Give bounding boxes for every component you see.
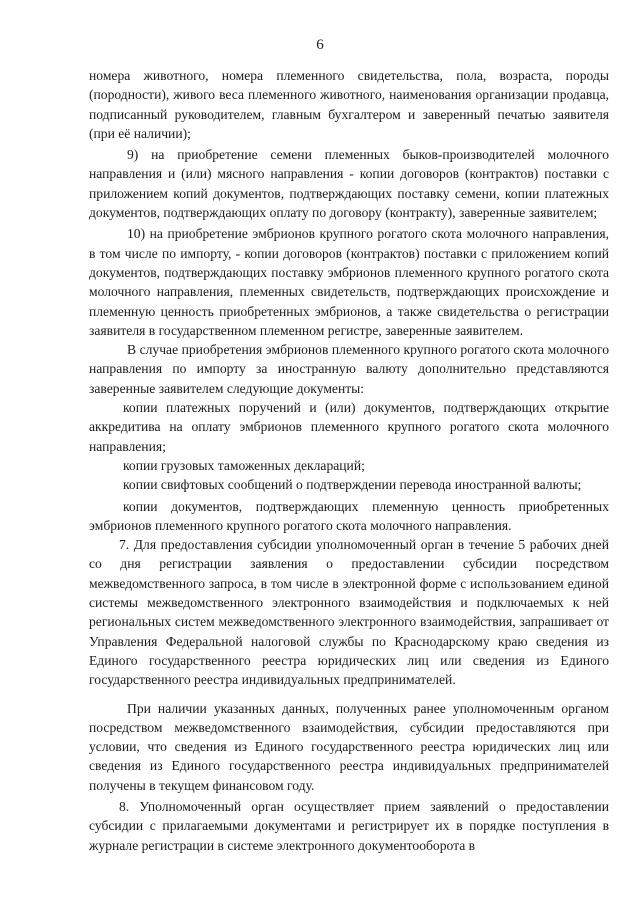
paragraph-section-7: 7. Для предоставления субсидии уполномоченный орган в течение 5 рабочих дней со дня регистрации заявления о предоставлении субсидии посредством межведомственного запроса, в том числе в электронной форме с использованием единой системы межведомственного электронного взаимодействия и подключаемых к ней региональных систем межведомственного электронного взаимодействия, запрашивает от Управления Федеральной налоговой службы по Краснодарскому краю сведения из Единого государственного реестра юридических лиц или сведения из Единого государственного реестра индивидуальных предпринимателей. — [89, 537, 609, 688]
list-item-payment-orders: копии платежных поручений и (или) документов, подтверждающих открытие аккредитива на оплату эмбрионов племенного крупного рогатого скота молочного направления; — [89, 400, 609, 454]
paragraph-item-9: 9) на приобретение семени племенных быков-производителей молочного направления и (или) мясного направления - копии договоров (контрактов) поставки с приложением копий документов, подтверждающих поставку семени, копии платежных документов, подтверждающих оплату по договору (контракту), заверенные заявителем; — [89, 147, 609, 221]
paragraph-available-data: При наличии указанных данных, полученных ранее уполномоченным органом посредством межведомственного взаимодействия, субсидии предоставляются при условии, что сведения из Единого государственного реестра юридических лиц или сведения из Единого государственного реестра индивидуальных предпринимателей получены в текущем финансовом году. — [89, 700, 609, 793]
paragraph-section-8: 8. Уполномоченный орган осуществляет прием заявлений о предоставлении субсидии с прилагаемыми документами и регистрирует их в порядке поступления в журнале регистрации в системе электронного документооборота в — [89, 798, 609, 853]
list-item-swift-messages: копии свифтовых сообщений о подтверждении перевода иностранной валюты; — [123, 477, 582, 493]
paragraph-import-case: В случае приобретения эмбрионов племенного крупного рогатого скота молочного направления по импорту за иностранную валюту дополнительно представляются заверенные заявителем следующие документы: — [89, 342, 609, 396]
paragraph-continuation: номера животного, номера племенного свидетельства, пола, возраста, породы (породности), живого веса племенного животного, наименования организации продавца, подписанный руководителем, главным бухгалтером и заверенный печатью заявителя (при её наличии); — [89, 68, 609, 141]
list-item-customs-declarations: копии грузовых таможенных деклараций; — [123, 457, 365, 473]
page-number: 6 — [316, 37, 324, 53]
paragraph-item-10: 10) на приобретение эмбрионов крупного рогатого скота молочного направления, в том числе по импорту, - копии договоров (контрактов) поставки с приложением копий документов, подтверждающих поставку эмбрионов племенного крупного рогатого скота молочного направления, племенных свидетельств, подтверждающих происхождение и племенную ценность приобретенных эмбрионов, а также свидетельства о регистрации заявителя в государственном племенном регистре, заверенные заявителем. — [89, 226, 609, 338]
document-body — [89, 66, 609, 855]
list-item-breeding-value: копии документов, подтверждающих племенную ценность приобретенных эмбрионов племенного крупного рогатого скота молочного направления. — [89, 498, 609, 533]
